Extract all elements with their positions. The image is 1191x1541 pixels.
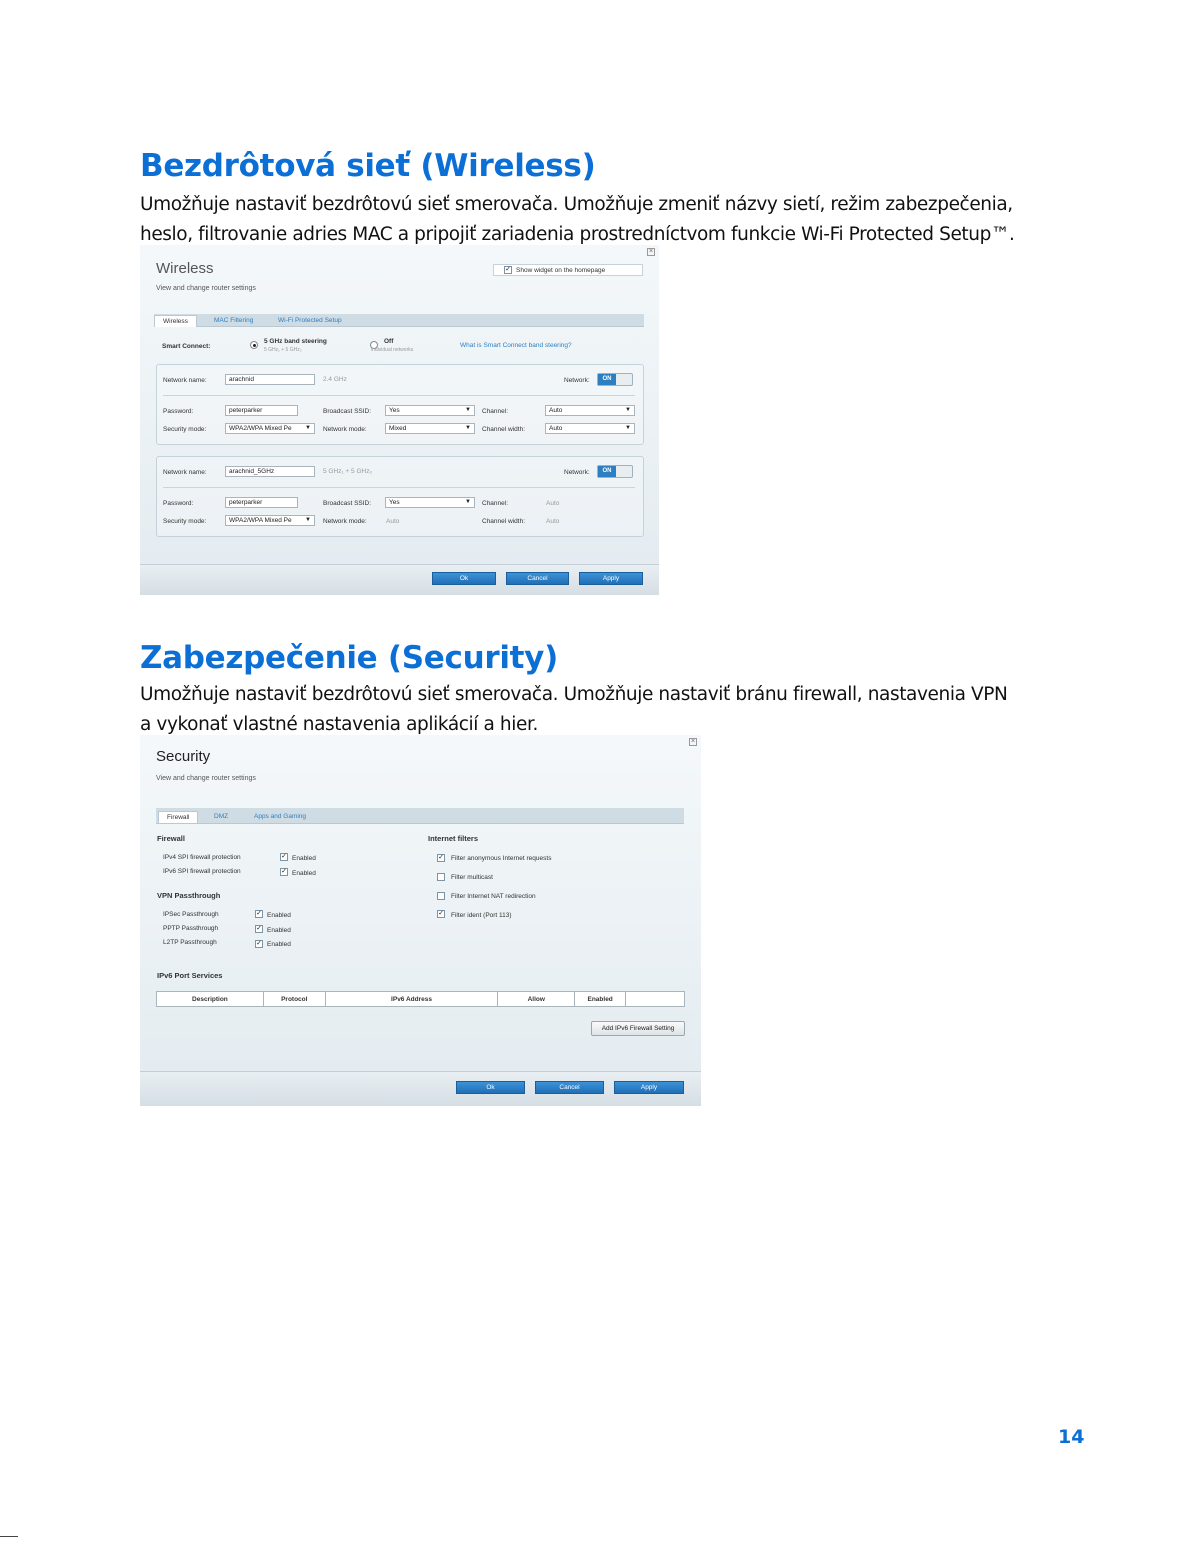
wireless-description-line1: Umožňuje nastaviť bezdrôtovú sieť smerovača. Umožňuje zmeniť názvy sietí, režim zabezpečenia, [140,194,1013,215]
filter-nat-checkbox[interactable] [437,892,445,900]
tab-dmz[interactable]: DMZ [214,813,229,820]
network-mode-select[interactable] [385,423,475,434]
ipv6-port-services-heading: IPv6 Port Services [157,971,223,980]
column-actions [626,992,685,1007]
l2tp-enabled-label: Enabled [267,941,291,948]
band-label: 2.4 GHz [323,376,347,383]
panel-title: Security [156,748,211,765]
security-description [140,680,1070,740]
filter-nat-label: Filter Internet NAT redirection [451,893,536,900]
cancel-button[interactable]: Cancel [535,1081,604,1094]
ipv6-port-table [156,991,685,1007]
band-steering-label: 5 GHz band steering [264,338,327,345]
toggle-on-label: ON [598,374,616,385]
ipsec-checkbox[interactable]: ✓ [256,910,262,917]
smart-connect-help-link[interactable]: What is Smart Connect band steering? [460,342,572,349]
channel-value: Auto [546,500,560,507]
l2tp-checkbox[interactable]: ✓ [256,940,262,947]
band-steering-sublabel: 5 GHz₁ + 5 GHz₂ [264,347,302,353]
column-allow: Allow [498,992,575,1007]
channel-width-value: Auto [546,518,560,525]
wireless-description [140,190,1070,250]
filter-ident-label: Filter ident (Port 113) [451,912,512,919]
network-name-field[interactable]: arachnid [225,374,315,385]
broadcast-ssid-select[interactable] [385,497,475,508]
ok-button[interactable]: Ok [432,572,496,585]
ipsec-label: IPSec Passthrough [163,911,219,918]
page-number: 14 [1058,1426,1085,1448]
vpn-heading: VPN Passthrough [157,891,221,900]
tab-bar [156,808,684,824]
ipv4-checkbox[interactable]: ✓ [281,853,287,860]
network-name-label: Network name: [163,469,207,476]
toggle-on-label: ON [598,466,616,477]
pptp-label: PPTP Passthrough [163,925,219,932]
broadcast-ssid-select[interactable] [385,405,475,416]
chevron-down-icon: ▼ [625,407,631,413]
chevron-down-icon: ▼ [625,425,631,431]
filter-multicast-label: Filter multicast [451,874,493,881]
channel-width-label: Channel width: [482,426,525,433]
radio-band-steering[interactable] [250,341,258,349]
network-mode-label: Network mode: [323,518,367,525]
close-icon[interactable]: × [648,248,654,255]
broadcast-ssid-label: Broadcast SSID: [323,500,372,507]
wireless-panel [140,245,659,595]
divider [163,395,635,396]
ok-button[interactable]: Ok [456,1081,525,1094]
show-widget-option[interactable] [493,264,643,276]
column-protocol: Protocol [263,992,325,1007]
password-field[interactable]: peterparker [225,497,298,508]
broadcast-ssid-label: Broadcast SSID: [323,408,372,415]
security-mode-select[interactable] [225,515,315,526]
channel-select[interactable] [545,405,635,416]
filter-anonymous-checkbox[interactable]: ✓ [438,854,444,861]
column-description: Description [157,992,264,1007]
network-mode-value: Auto [386,518,400,525]
broadcast-ssid-value: Yes [389,407,400,414]
chevron-down-icon: ▼ [305,425,311,431]
channel-value: Auto [549,407,563,414]
security-mode-label: Security mode: [163,518,207,525]
add-ipv6-firewall-setting-button[interactable]: Add IPv6 Firewall Setting [591,1021,685,1036]
network-label: Network: [564,377,590,384]
internet-filters-heading: Internet filters [428,834,479,843]
show-widget-label: Show widget on the homepage [516,267,606,274]
firewall-heading: Firewall [157,834,185,843]
channel-label: Channel: [482,500,509,507]
cancel-button[interactable]: Cancel [506,572,569,585]
filter-ident-checkbox[interactable]: ✓ [438,910,444,917]
security-heading: Zabezpečenie (Security) [140,640,558,676]
column-enabled: Enabled [575,992,626,1007]
ipv6-label: IPv6 SPI firewall protection [163,868,241,875]
network-toggle[interactable] [597,465,633,478]
ipv6-checkbox[interactable]: ✓ [281,868,287,875]
password-label: Password: [163,408,194,415]
security-mode-value: WPA2/WPA Mixed Pe [229,425,292,432]
ipv4-label: IPv4 SPI firewall protection [163,854,241,861]
network-name-field[interactable]: arachnid_5GHz [225,466,315,477]
panel-subtitle: View and change router settings [156,285,256,292]
ipsec-enabled-label: Enabled [267,912,291,919]
network-mode-value: Mixed [389,425,407,432]
chevron-down-icon: ▼ [465,499,471,505]
filter-multicast-checkbox[interactable] [437,873,445,881]
column-ipv6-address: IPv6 Address [325,992,498,1007]
security-mode-value: WPA2/WPA Mixed Pe [229,517,292,524]
apply-button[interactable]: Apply [614,1081,684,1094]
off-label: Off [384,338,394,345]
tab-firewall[interactable]: Firewall [158,811,198,823]
security-description-line2: a vykonať vlastné nastavenia aplikácií a hier. [140,714,538,735]
close-icon[interactable]: × [690,738,696,745]
panel-title: Wireless [156,260,214,277]
password-field[interactable]: peterparker [225,405,298,416]
filter-anonymous-label: Filter anonymous Internet requests [451,855,552,862]
channel-label: Channel: [482,408,509,415]
security-mode-select[interactable] [225,423,315,434]
chevron-down-icon: ▼ [465,407,471,413]
smart-connect-label: Smart Connect: [162,343,211,350]
table-header-row [157,992,685,1007]
ipv6-enabled-label: Enabled [292,870,316,877]
password-label: Password: [163,500,194,507]
network-name-label: Network name: [163,377,207,384]
divider [163,487,635,488]
panel-subtitle: View and change router settings [156,775,256,782]
channel-width-value: Auto [549,425,563,432]
page-corner-mark [0,1536,18,1537]
pptp-enabled-label: Enabled [267,927,291,934]
network-toggle[interactable] [597,373,633,386]
pptp-checkbox[interactable]: ✓ [256,925,262,932]
chevron-down-icon: ▼ [305,517,311,523]
wireless-description-line2: heslo, filtrovanie adries MAC a pripojiť zariadenia prostredníctvom funkcie Wi-Fi Protected Setup™. [140,224,1015,245]
security-panel [140,735,701,1106]
security-mode-label: Security mode: [163,426,207,433]
l2tp-label: L2TP Passthrough [163,939,217,946]
network-label: Network: [564,469,590,476]
chevron-down-icon: ▼ [465,425,471,431]
network-mode-label: Network mode: [323,426,367,433]
apply-button[interactable]: Apply [579,572,643,585]
tab-apps-and-gaming[interactable]: Apps and Gaming [254,813,307,820]
off-sublabel: individual networks [371,347,414,353]
tab-wireless[interactable]: Wireless [154,315,197,327]
channel-width-label: Channel width: [482,518,525,525]
channel-width-select[interactable] [545,423,635,434]
tab-wifi-protected-setup[interactable]: Wi-Fi Protected Setup [278,317,342,324]
ipv4-enabled-label: Enabled [292,855,316,862]
tab-bar [154,314,644,327]
tab-mac-filtering[interactable]: MAC Filtering [214,317,254,324]
broadcast-ssid-value: Yes [389,499,400,506]
checkbox-checked-icon[interactable]: ✓ [505,266,511,273]
wireless-heading: Bezdrôtová sieť (Wireless) [140,148,596,184]
security-description-line1: Umožňuje nastaviť bezdrôtovú sieť smerovača. Umožňuje nastaviť bránu firewall, nastavenia VPN [140,684,1008,705]
band-label: 5 GHz₁ + 5 GHz₂ [323,468,372,475]
